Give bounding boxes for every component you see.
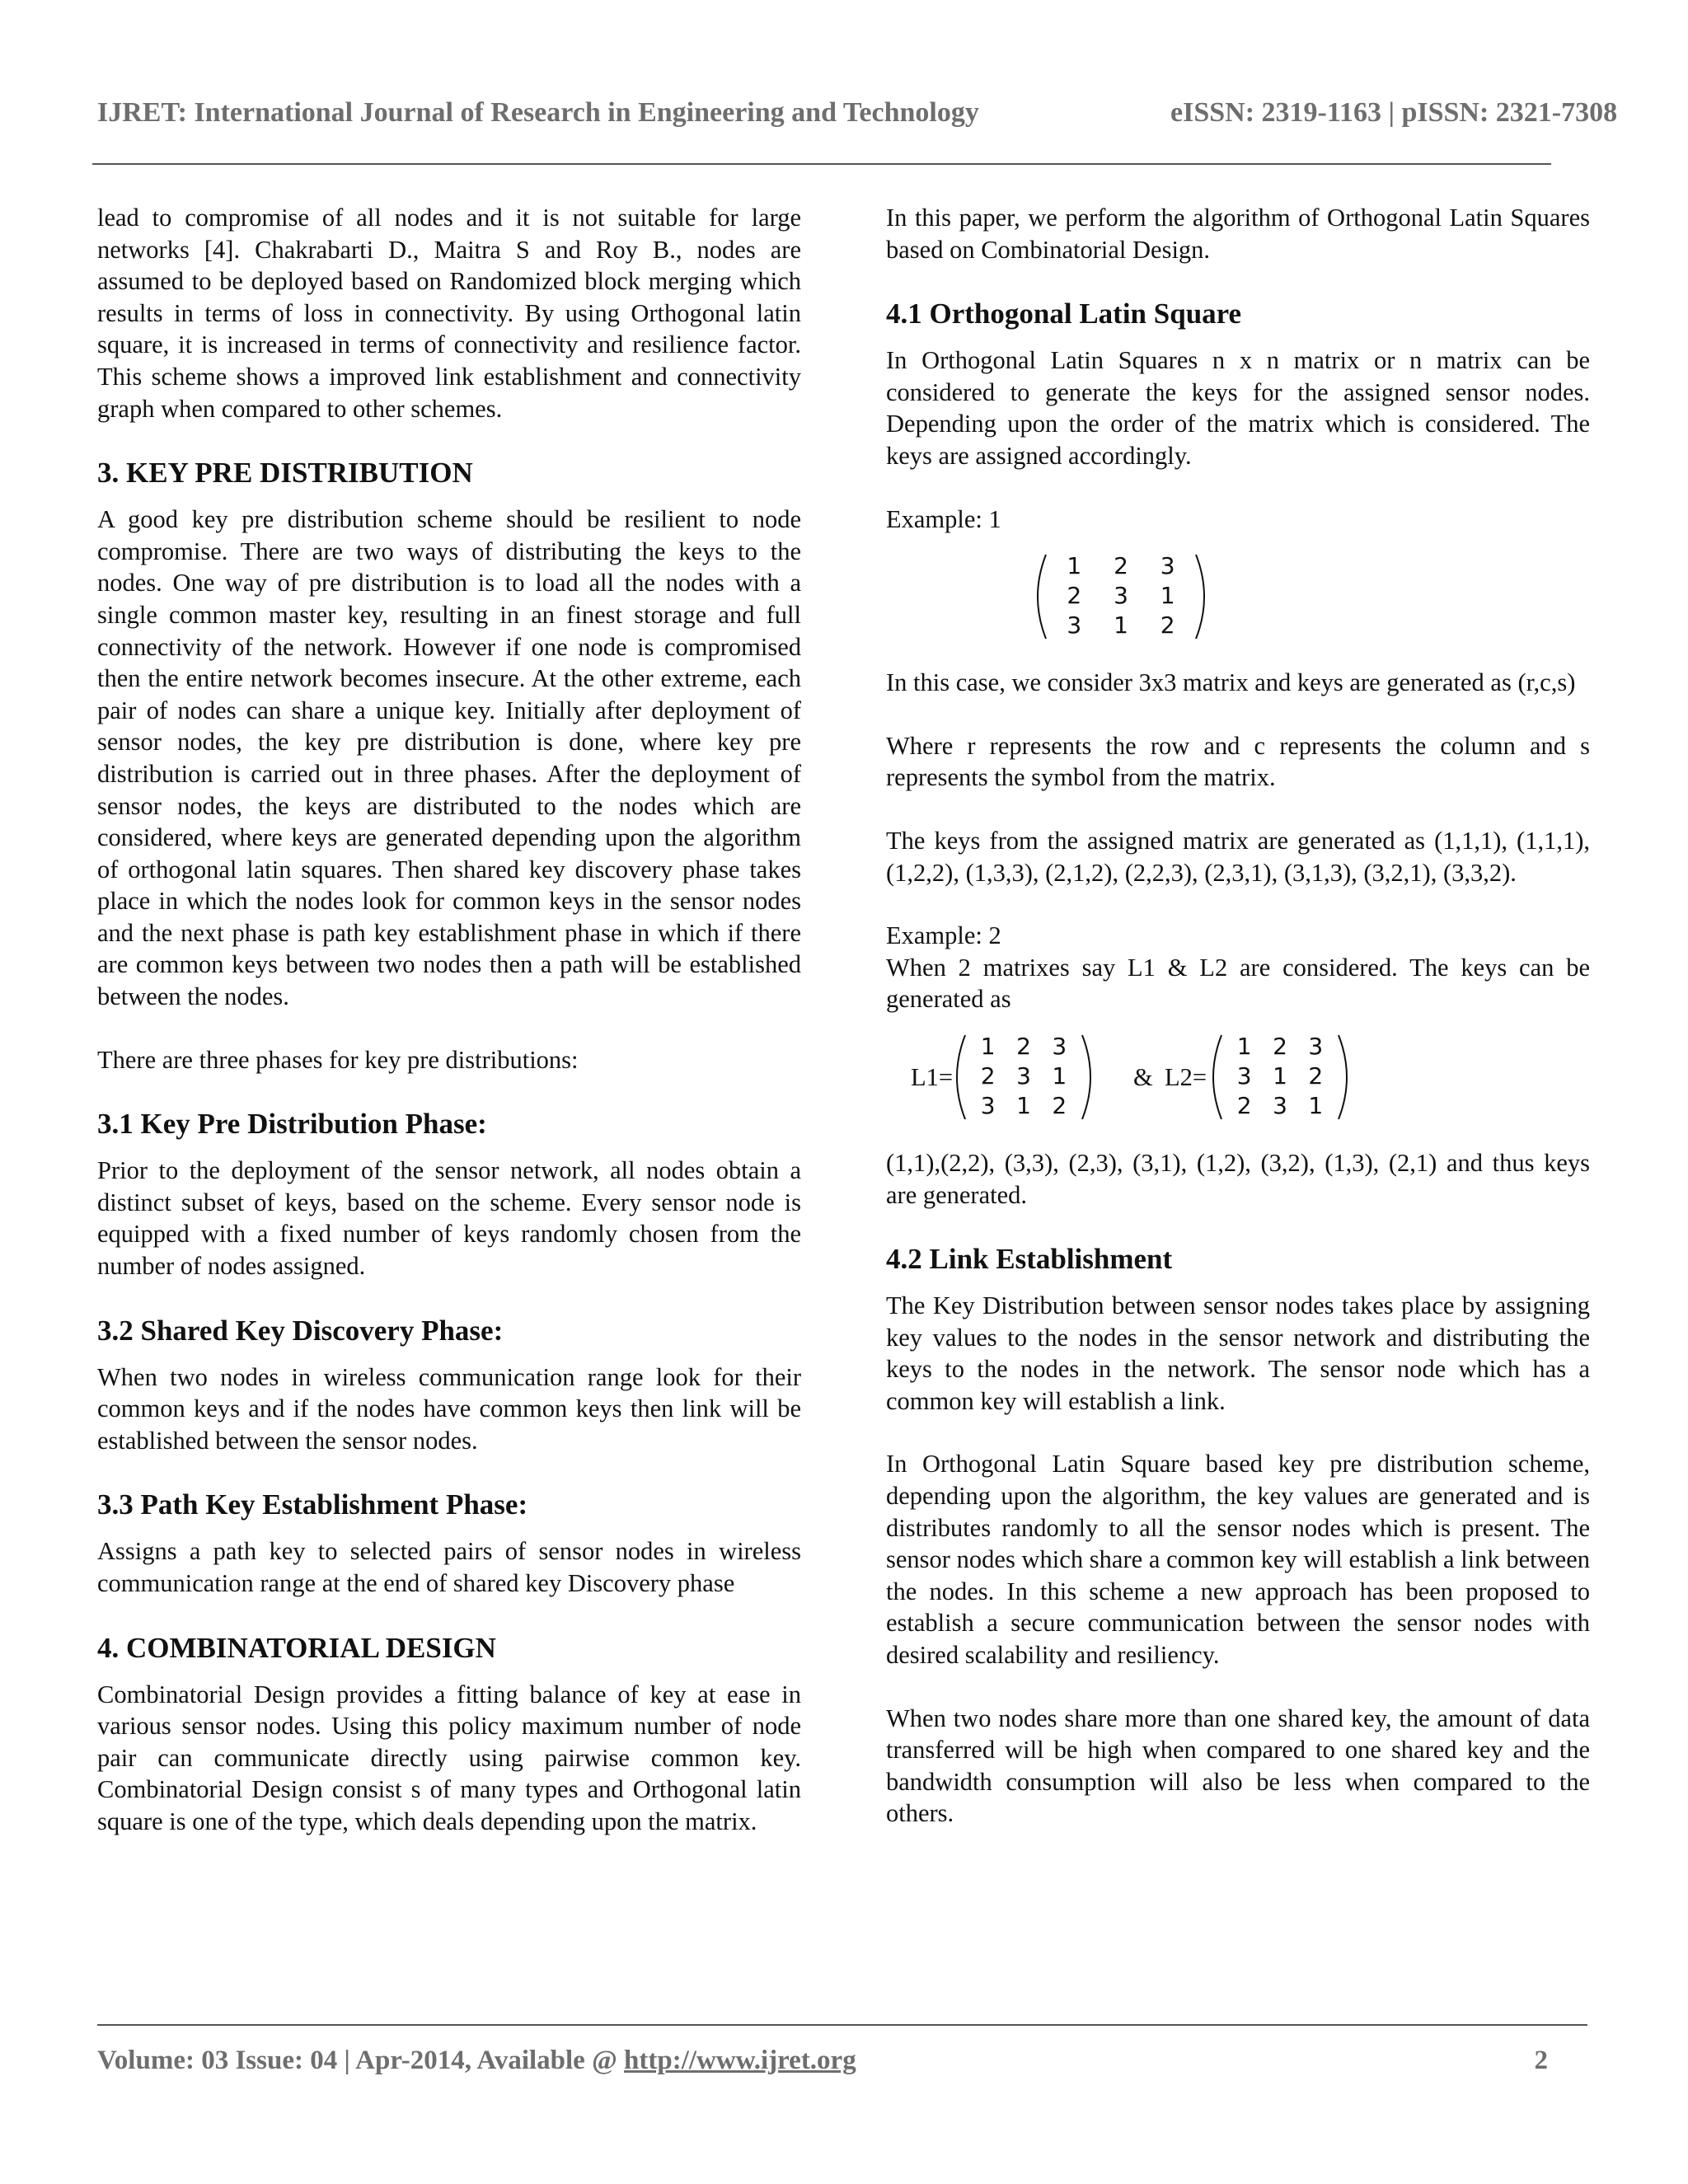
running-header — [97, 97, 1618, 138]
header-rule — [92, 163, 1551, 165]
section-4-2-paragraph-2: In Orthogonal Latin Square based key pre distribution scheme, depending upon the algorithm, the key values are generated and is distributes randomly to all the sensor nodes which is present. The sensor nodes which share a common key will establish a link between the nodes. In this scheme a new approach has been proposed to establish a secure communication between the sensor nodes with desired scalability and resiliency. — [886, 1450, 1590, 1670]
matrix1-cell: 1 — [1160, 582, 1175, 610]
matrix-l2-cell: 3 — [1273, 1091, 1287, 1119]
matrix1-cell: 1 — [1114, 612, 1128, 640]
matrix1-cell: 1 — [1067, 552, 1082, 580]
matrix-l2-cell: 2 — [1273, 1032, 1287, 1060]
section-4-1-heading: 4.1 Orthogonal Latin Square — [886, 298, 1242, 330]
section-4-2-paragraph-3: When two nodes share more than one shared key, the amount of data transferred will be high when compared to one shared key and the bandwidth consumption will also be less when compared to the others. — [886, 1704, 1590, 1828]
phases-intro: There are three phases for key pre distributions: — [97, 1045, 579, 1074]
rcs-explanation: Where r represents the row and c represents the column and s represents the symbol from the matrix. — [886, 731, 1590, 792]
matrix1-cell: 3 — [1160, 552, 1175, 580]
section-3-2-paragraph: When two nodes in wireless communication range look for their common keys and if the nodes have common keys then link will be established between the sensor nodes. — [97, 1362, 801, 1455]
example-2-label: Example: 2 — [886, 921, 1001, 950]
generated-keys-paragraph: The keys from the assigned matrix are generated as (1,1,1), (1,1,1), (1,2,2), (1,3,3), (2,1,2), (2,2,3), (2,3,1), (3,1,3), (3,2,1), (3,3,2). — [886, 826, 1590, 887]
section-4-2-heading: 4.2 Link Establishment — [886, 1243, 1173, 1276]
matrix1-cell: 2 — [1114, 552, 1128, 580]
intro-paragraph: lead to compromise of all nodes and it is not suitable for large networks [4]. Chakrabarti D., Maitra S and Roy B., nodes are assumed to be deployed based on Randomized block merging which results in terms of loss in connectivity. By using Orthogonal latin square, it is increased in terms of connectivity and resilience factor. This scheme shows a improved link establishment and connectivity graph when compared to other schemes. — [97, 204, 801, 423]
matrix-l1-cell: 2 — [980, 1062, 996, 1090]
matrix-l2 — [1210, 1032, 1350, 1122]
example-1-label: Example: 1 — [886, 504, 1001, 533]
matrix-l1-cell: 2 — [1052, 1091, 1067, 1119]
matrix1-left-paren — [1038, 555, 1046, 639]
section-4-heading: 4. COMBINATORIAL DESIGN — [97, 1631, 496, 1664]
matrix-l2-cell: 2 — [1236, 1091, 1252, 1119]
matrix-l1-cell: 3 — [1052, 1032, 1067, 1060]
matrix-l1-cell: 1 — [1052, 1062, 1067, 1090]
section-3-1-paragraph: Prior to the deployment of the sensor network, all nodes obtain a distinct subset of keys, based on the scheme. Every sensor node is equipped with a fixed number of keys randomly chosen from the number of nodes assigned. — [97, 1156, 801, 1281]
matrix-l2-cell: 1 — [1308, 1091, 1324, 1119]
l1-label: L1= — [911, 1062, 954, 1091]
journal-title: IJRET: International Journal of Research in Engineering and Technology — [97, 97, 979, 128]
left-column — [97, 202, 801, 1838]
issn-info: eISSN: 2319-1163 | pISSN: 2321-7308 — [1170, 97, 1618, 128]
matrix-l1-left-paren — [957, 1035, 965, 1119]
matrix1-right-paren — [1196, 555, 1204, 639]
matrix-l2-cell: 3 — [1236, 1062, 1252, 1090]
ampersand: & — [1133, 1062, 1153, 1091]
section-4-2-paragraph-1: The Key Distribution between sensor nodes takes place by assigning key values to the nodes in the sensor network and distributing the keys to the nodes in the network. The sensor node which has a common key will establish a link. — [886, 1291, 1590, 1415]
example-1-matrix-block — [886, 551, 1590, 650]
matrix-l2-cell: 3 — [1308, 1032, 1324, 1060]
matrix-l1-cell: 3 — [980, 1091, 996, 1119]
example-2-paragraph: When 2 matrixes say L1 & L2 are considered. The keys can be generated as — [886, 953, 1590, 1014]
section-3-3-paragraph: Assigns a path key to selected pairs of sensor nodes in wireless communication range at the end of shared key Discovery phase — [97, 1537, 801, 1597]
right-intro-paragraph: In this paper, we perform the algorithm of Orthogonal Latin Squares based on Combinatorial Design. — [886, 204, 1590, 264]
matrix-l1-cell: 1 — [1016, 1091, 1031, 1119]
example-1-matrix — [1034, 551, 1207, 642]
section-3-1-heading: 3.1 Key Pre Distribution Phase: — [97, 1108, 487, 1141]
matrix-l2-right-paren — [1339, 1035, 1347, 1119]
journal-link[interactable]: http://www.ijret.org — [624, 2046, 856, 2075]
section-4-paragraph: Combinatorial Design provides a fitting balance of key at ease in various sensor nodes. Using this policy maximum number of node pair can communicate directly using pairwise common key. Combinatorial Design consist s of many types and Orthogonal latin square is one of the type, which deals depending upon the matrix. — [97, 1680, 801, 1835]
matrix-l1-right-paren — [1082, 1035, 1090, 1119]
matrix-l2-cell: 1 — [1236, 1032, 1252, 1060]
matrix-l2-cell: 1 — [1273, 1062, 1287, 1090]
matrix1-cell: 3 — [1114, 582, 1128, 610]
right-column — [886, 202, 1590, 1830]
l2-label: L2= — [1165, 1062, 1207, 1091]
section-3-3-heading: 3.3 Path Key Establishment Phase: — [97, 1488, 528, 1521]
rcs-paragraph: In this case, we consider 3x3 matrix and keys are generated as (r,c,s) — [886, 668, 1576, 697]
matrix-l2-left-paren — [1213, 1035, 1221, 1119]
example-2-matrix-block — [886, 1032, 1590, 1131]
matrix-l1 — [954, 1032, 1094, 1122]
page-number: 2 — [1534, 2046, 1548, 2075]
matrix-l1-cell: 1 — [980, 1032, 996, 1060]
pair-keys-paragraph: (1,1),(2,2), (3,3), (2,3), (3,1), (1,2), (3,2), (1,3), (2,1) and thus keys are generated. — [886, 1148, 1590, 1209]
matrix-l1-cell: 3 — [1016, 1062, 1031, 1090]
matrix1-cell: 2 — [1160, 612, 1175, 640]
footer-rule — [97, 2024, 1587, 2026]
matrix1-cell: 3 — [1067, 612, 1082, 640]
running-footer — [97, 2046, 1548, 2083]
matrix-l2-cell: 2 — [1308, 1062, 1324, 1090]
matrix1-cell: 2 — [1067, 582, 1082, 610]
volume-info: Volume: 03 Issue: 04 | Apr-2014, Available @ — [97, 2046, 625, 2075]
section-4-1-paragraph: In Orthogonal Latin Squares n x n matrix or n matrix can be considered to generate the keys for the assigned sensor nodes. Depending upon the order of the matrix which is considered. The keys are assigned accordingly. — [886, 346, 1590, 470]
section-3-paragraph: A good key pre distribution scheme should be resilient to node compromise. There are two ways of distributing the keys to the nodes. One way of pre distribution is to load all the nodes with a single common master key, resulting in an finest storage and full connectivity of the network. However if one node is compromised then the entire network becomes insecure. At the other extreme, each pair of nodes can share a unique key. Initially after deployment of sensor nodes, the key pre distribution is done, where key pre distribution is carried out in three phases. After the deployment of sensor nodes, the keys are distributed to the nodes which are considered, where keys are generated depending upon the algorithm of orthogonal latin squares. Then shared key discovery phase takes place in which the nodes look for common keys in the sensor nodes and the next phase is path key establishment phase in which if there are common keys between two nodes then a path will be established between the nodes. — [97, 505, 801, 1011]
matrix-l1-cell: 2 — [1016, 1032, 1031, 1060]
section-3-2-heading: 3.2 Shared Key Discovery Phase: — [97, 1314, 504, 1347]
section-3-heading: 3. KEY PRE DISTRIBUTION — [97, 457, 473, 490]
